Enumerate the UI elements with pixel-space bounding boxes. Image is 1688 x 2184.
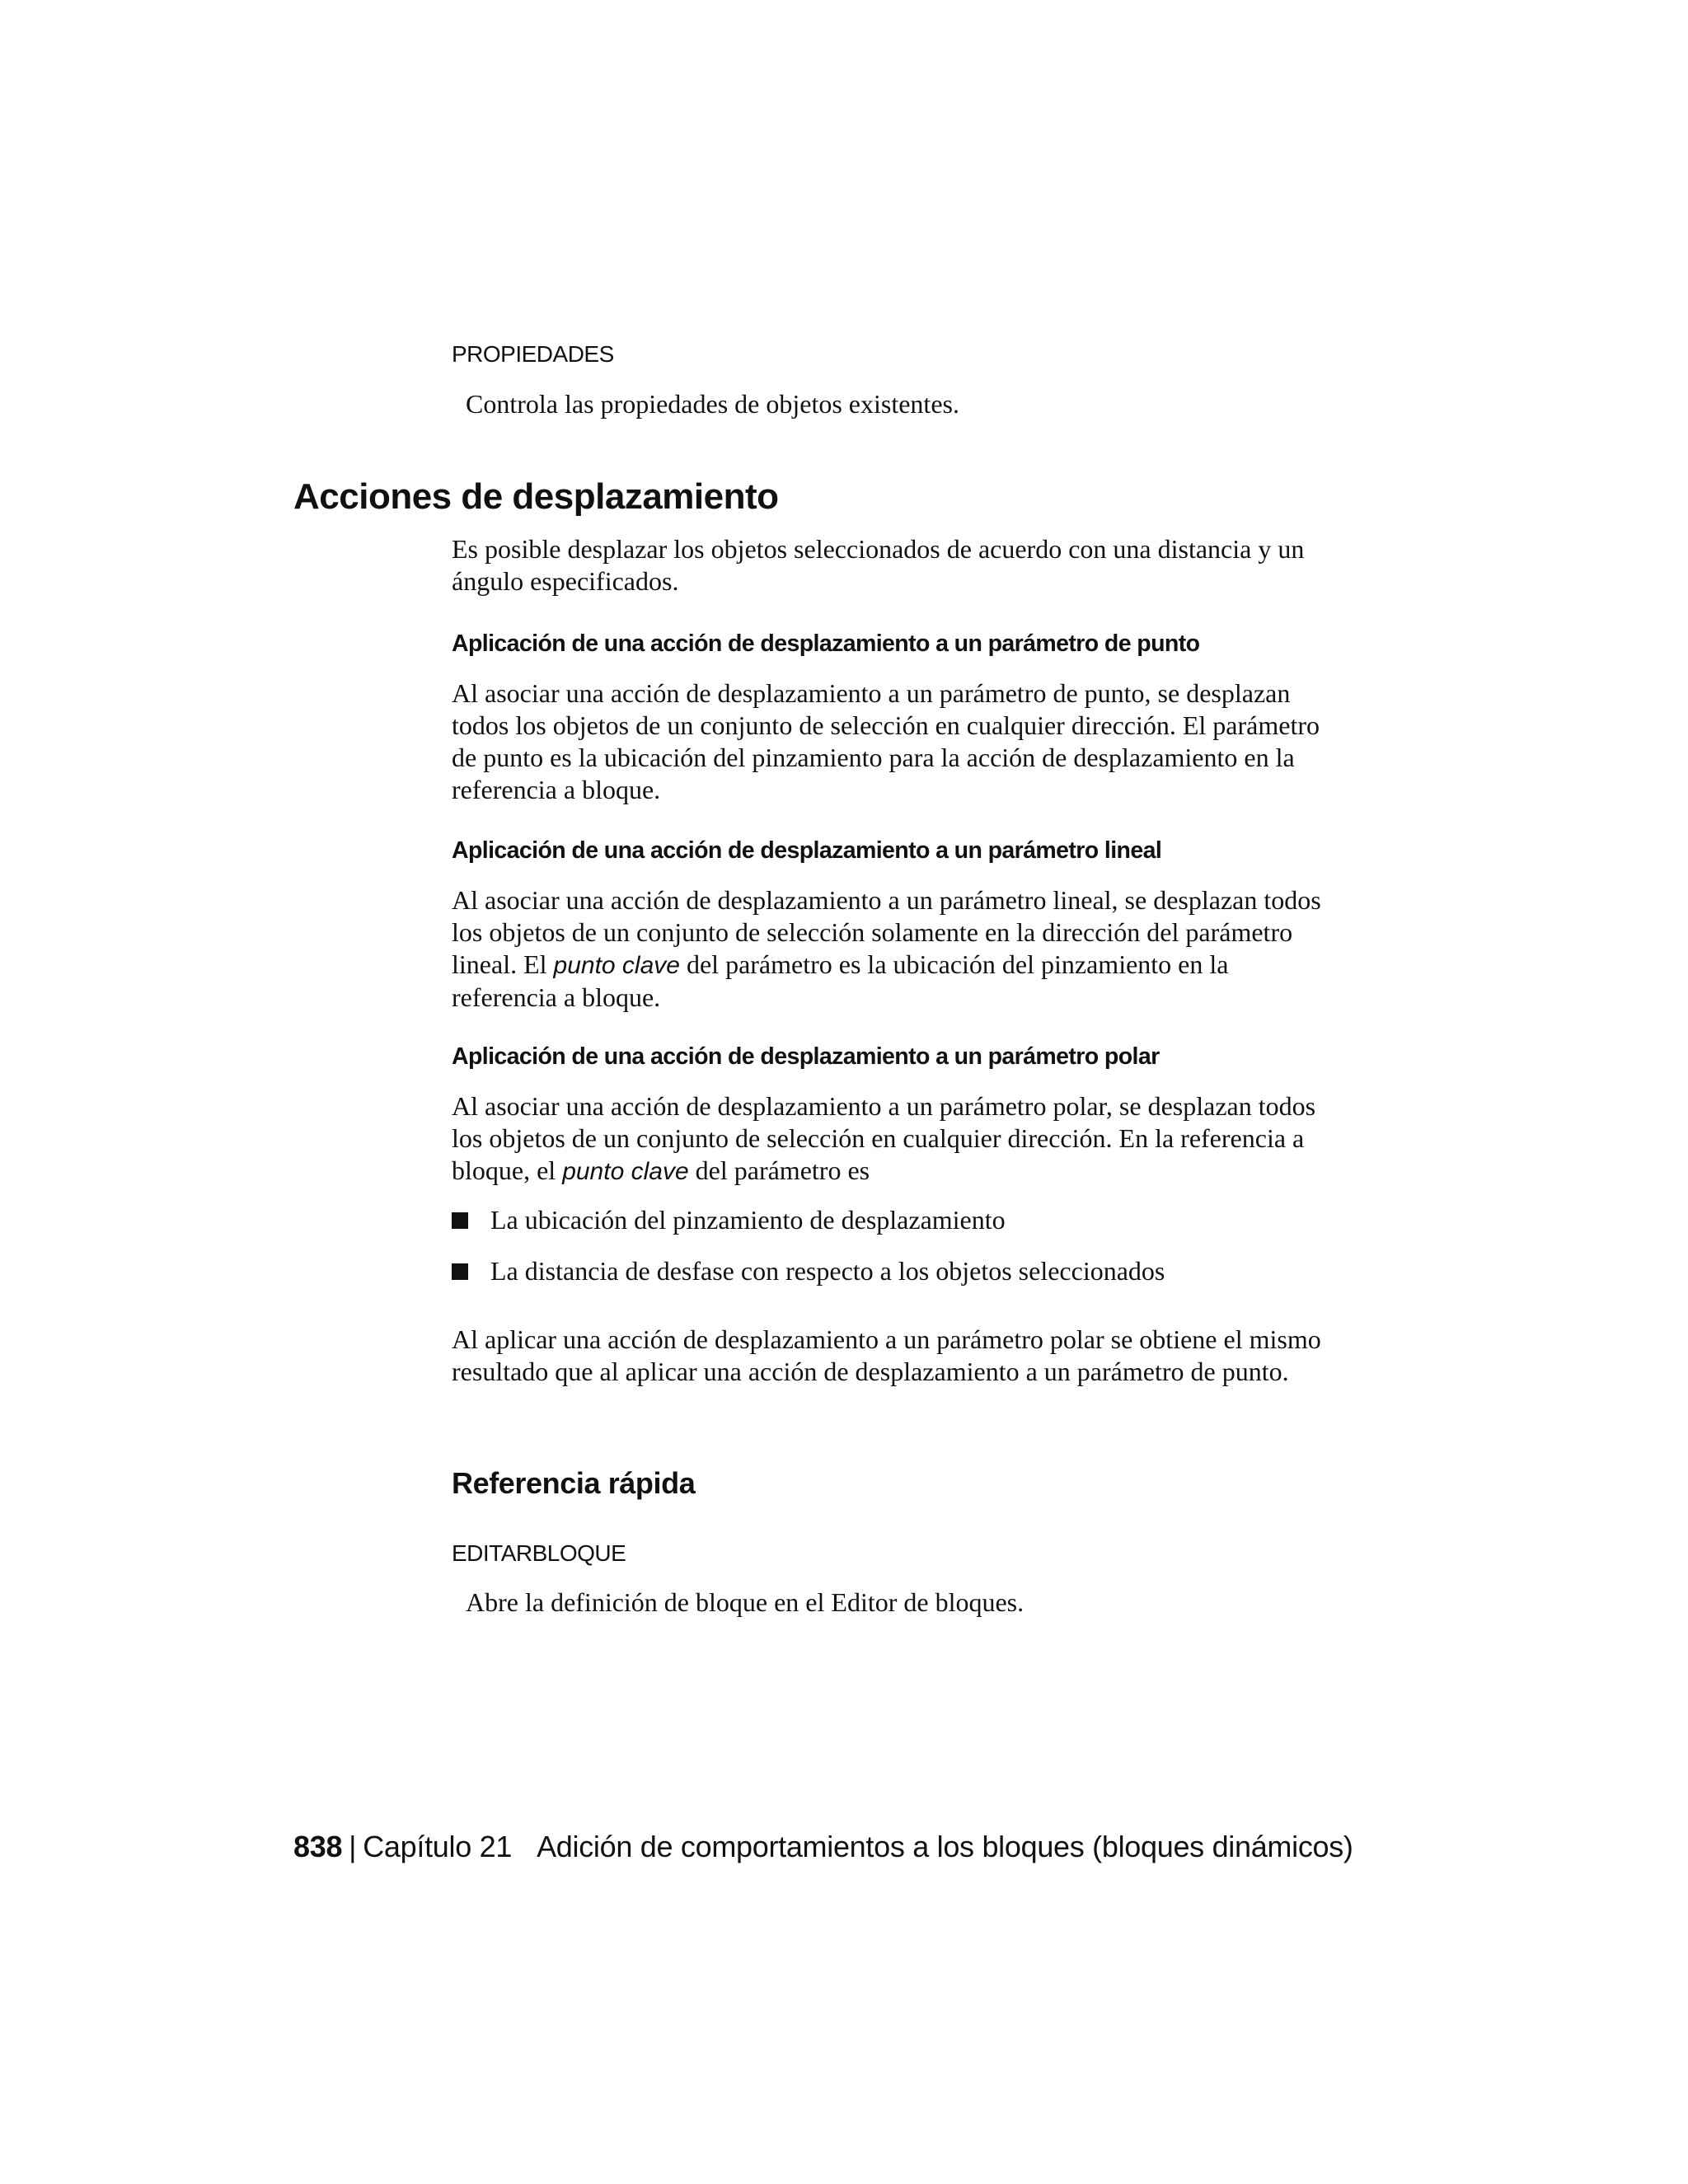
page-footer: [293, 1830, 1353, 1864]
section-title: Acciones de desplazamiento: [293, 476, 779, 517]
subsection-title-point: Aplicación de una acción de desplazamiento a un parámetro de punto: [452, 630, 1200, 657]
subsection-title-linear: Aplicación de una acción de desplazamiento a un parámetro lineal: [452, 837, 1162, 864]
emphasis-term: punto clave: [553, 952, 680, 979]
list-item-text: La distancia de desfase con respecto a los objetos seleccionados: [490, 1256, 1165, 1286]
emphasis-term: punto clave: [562, 1158, 689, 1185]
body-text: del parámetro es: [688, 1155, 870, 1185]
list-item: [452, 1255, 1338, 1287]
footer-chapter-title: Adición de comportamientos a los bloques (bloques dinámicos): [537, 1830, 1353, 1863]
body-text: Al asociar una acción de desplazamiento a un parámetro lineal, se desplazan todos los objetos de un conjunto de selección solamente en la dirección del parámetro lineal. El: [452, 885, 1321, 979]
command-description-editarbloque: Abre la definición de bloque en el Editor de bloques.: [466, 1587, 1025, 1617]
subsection-title-polar: Aplicación de una acción de desplazamiento a un parámetro polar: [452, 1043, 1160, 1070]
footer-separator: |: [349, 1830, 357, 1863]
quick-reference-title: Referencia rápida: [452, 1466, 696, 1500]
command-description-propiedades: Controla las propiedades de objetos existentes.: [466, 389, 959, 419]
list-item-text: La ubicación del pinzamiento de desplazamiento: [490, 1205, 1006, 1235]
subsection-body-point: Al asociar una acción de desplazamiento a un parámetro de punto, se desplazan todos los objetos de un conjunto de selección en cualquier dirección. El parámetro de punto es la ubicación del pinzamiento para la acción de desplazamiento en la referencia a bloque.: [452, 678, 1320, 804]
body-text: Al asociar una acción de desplazamiento a un parámetro polar, se desplazan todos los objetos de un conjunto de selección en cualquier dirección. En la referencia a bloque, el: [452, 1091, 1316, 1185]
page-number: 838: [293, 1830, 343, 1863]
footer-chapter: Capítulo 21: [363, 1830, 513, 1863]
section-intro: Es posible desplazar los objetos seleccionados de acuerdo con una distancia y un ángulo especificados.: [452, 534, 1305, 596]
command-name-propiedades: PROPIEDADES: [452, 341, 614, 367]
subsection-closing-polar: Al aplicar una acción de desplazamiento a un parámetro polar se obtiene el mismo resultado que al aplicar una acción de desplazamiento a un parámetro de punto.: [452, 1324, 1321, 1386]
subsection-body-polar: [452, 1090, 1338, 1188]
square-bullet-icon: [452, 1263, 468, 1280]
body-text: del parámetro es la ubicación del pinzamiento en la referencia a bloque.: [452, 949, 1229, 1012]
list-item: [452, 1204, 1338, 1236]
subsection-body-linear: [452, 884, 1338, 1014]
square-bullet-icon: [452, 1212, 468, 1229]
command-name-editarbloque: EDITARBLOQUE: [452, 1540, 626, 1566]
